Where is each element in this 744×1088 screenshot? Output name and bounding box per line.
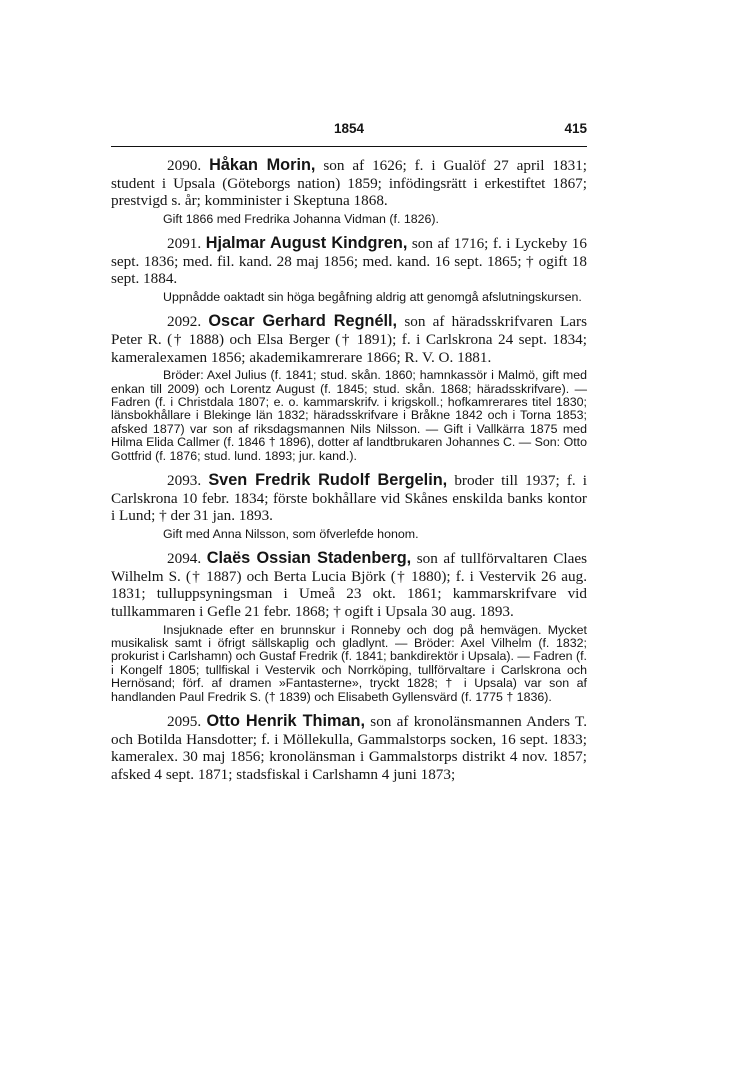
entry-number: 2090. [167, 157, 202, 174]
entry-2094 [111, 550, 587, 704]
entry-2093 [111, 472, 587, 541]
entry-name: Sven Fredrik Rudolf Bergelin, [208, 471, 448, 489]
entry-note: Bröder: Axel Julius (f. 1841; stud. skån. 1860; hamnkassör i Malmö, gift med enkan till 2009) och Lorentz August (f. 1845; stud. skån. 1868; häradsskrifvare). — Fadren (f. i Christdala 1807; e. o. kammarskrifv. i krigskoll.; hofkamrerares titel 1830; länsbokhållare i Blekinge län 1832; häradsskrifvare i Bråkne 1842 och i Torna 1853; afsked 1877) var son af riksdagsmannen Nils Nilsson. — Gift i Vallkärra 1875 med Hilma Elida Callmer (f. 1846 † 1896), dotter af landtbrukaren Johannes C. — Son: Otto Gottfrid (f. 1876; stud. lund. 1893; jur. kand.). [111, 368, 587, 463]
entry-name: Claës Ossian Stadenberg, [206, 549, 412, 568]
entry-body: son af 1626; f. i Gualöf 27 april 1831; student i Upsala (Göteborgs nation) 1859; infödingsrätt i erkestiftet 1867; prestvigd s. år; komminister i Skeptuna 1868. [111, 157, 588, 210]
entry-text [111, 713, 587, 783]
entry-body: son af tullförvaltaren Claes Wilhelm S. († 1887) och Berta Lucia Björk († 1880); f. i Vestervik 26 aug. 1831; tulluppsyningsman i Umeå 23 okt. 1861; kammarskrifvare vid tullkammaren i Gefle 21 febr. 1868; † ogift i Upsala 30 aug. 1893. [111, 550, 587, 620]
entry-body: son af kronolänsmannen Anders T. och Botilda Hansdotter; f. i Möllekulla, Gammalstorps socken, 16 sept. 1833; kameralex. 30 maj 1856; kronolänsman i Gammalstorps distrikt 4 nov. 1857; afsked 4 sept. 1871; stadsfiskal i Carlshamn 4 juni 1873; [111, 713, 587, 783]
entry-body: son af 1716; f. i Lyckeby 16 sept. 1836; med. fil. kand. 28 maj 1856; med. kand. 16 sept. 1865; † ogift 18 sept. 1884. [111, 235, 587, 288]
entry-note: Insjuknade efter en brunnskur i Ronneby och dog på hemvägen. Mycket musikalisk samt i öfrigt sällskaplig och gladlynt. — Bröder: Axel Vilhelm (f. 1832; prokurist i Carlshamn) och Gustaf Fredrik (f. 1841; bankdirektör i Upsala). — Fadren (f. i Kongelf 1805; tullfiskal i Vestervik och Norrköping, tullförvaltare i Carlskrona och Hernösand; förf. af dramen »Fantasterne», tryckt 1828; † i Upsala) var son af handlanden Paul Fredrik S. († 1839) och Elisabeth Gyllensvärd (f. 1775 † 1836). [111, 622, 587, 704]
entry-2090 [111, 157, 587, 226]
page-number: 415 [564, 121, 587, 136]
entry-number: 2091. [167, 235, 202, 253]
entry-body: broder till 1937; f. i Carlskrona 10 febr. 1834; förste bokhållare vid Skånes enskilda banks kontor i Lund; † der 31 jan. 1893. [111, 472, 588, 525]
entry-text [111, 313, 587, 366]
entry-name: Hjalmar August Kindgren, [205, 234, 408, 253]
entry-text [111, 235, 587, 288]
entry-number: 2092. [167, 313, 202, 331]
entry-name: Otto Henrik Thiman, [206, 712, 366, 730]
entry-body: son af häradsskrifvaren Lars Peter R. († 1888) och Elsa Berger († 1891); f. i Carlskrona 24 sept. 1834; kameralexamen 1856; akademikamrerare 1866; R. V. O. 1881. [111, 313, 588, 366]
entry-note: Uppnådde oaktadt sin höga begåfning aldrig att genomgå afslutningskursen. [163, 289, 582, 304]
entry-2091 [111, 235, 587, 304]
entry-note: Gift 1866 med Fredrika Johanna Vidman (f. 1826). [163, 211, 439, 226]
entry-number: 2095. [167, 713, 202, 730]
header-rule [111, 146, 587, 147]
entry-number: 2093. [167, 472, 202, 489]
entry-text [111, 550, 587, 620]
book-page [111, 120, 587, 792]
entry-2095 [111, 713, 587, 783]
entry-name: Håkan Morin, [209, 156, 316, 174]
entry-number: 2094. [167, 550, 202, 568]
running-head [111, 120, 587, 142]
entry-text [111, 472, 587, 525]
entry-text [111, 157, 587, 210]
entry-name: Oscar Gerhard Regnéll, [208, 312, 398, 331]
header-year: 1854 [333, 121, 365, 136]
entry-note: Gift med Anna Nilsson, som öfverlefde honom. [163, 526, 419, 541]
entry-2092 [111, 313, 587, 463]
